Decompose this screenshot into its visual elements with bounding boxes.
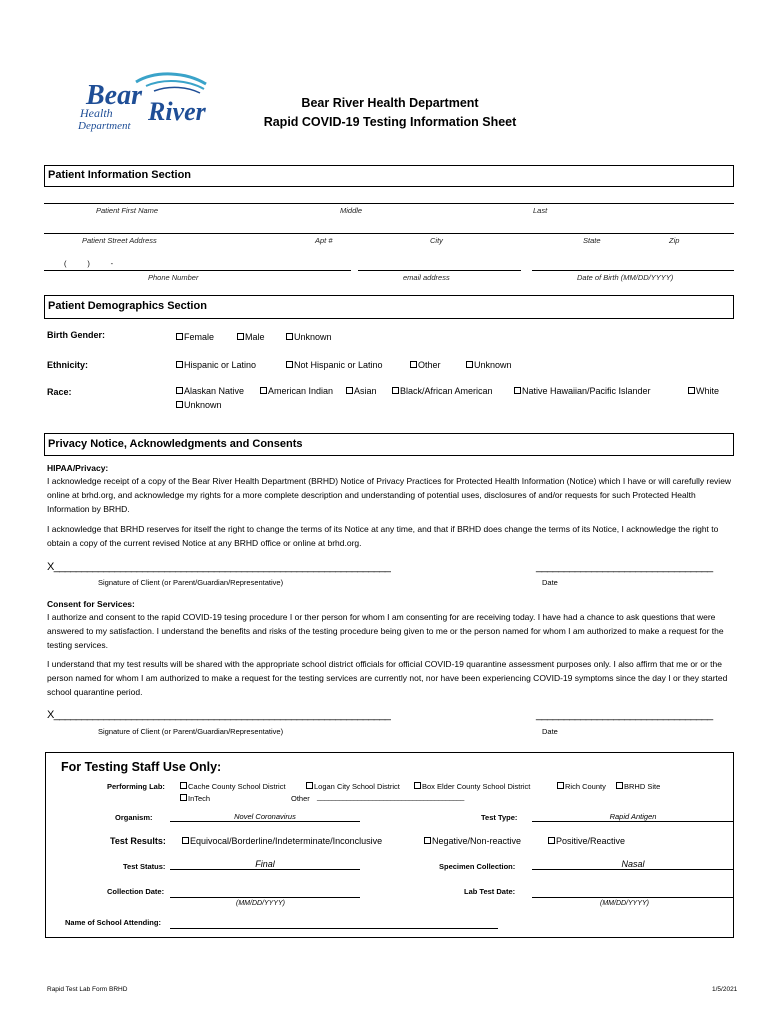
lab-cache-label: Cache County School District (188, 782, 286, 791)
email-field-line[interactable] (358, 270, 521, 271)
checkbox-icon (688, 387, 695, 394)
lab-test-date-format: (MM/DD/YYYY) (600, 900, 649, 907)
test-status-field[interactable] (170, 859, 360, 870)
checkbox-icon (424, 837, 431, 844)
dob-caption: Date of Birth (MM/DD/YYYY) (577, 273, 674, 282)
lab-rich-checkbox[interactable] (557, 782, 606, 791)
ethnicity-unknown-checkbox[interactable] (466, 360, 512, 370)
date-line-1[interactable]: ________________________________ (536, 561, 713, 573)
test-results-label: Test Results: (110, 836, 166, 846)
race-unknown-label: Unknown (184, 400, 222, 410)
zip-caption: Zip (669, 236, 680, 245)
gender-unknown-checkbox[interactable] (286, 332, 332, 342)
checkbox-icon (286, 361, 293, 368)
checkbox-icon (410, 361, 417, 368)
gender-male-checkbox[interactable] (237, 332, 265, 342)
lab-logan-label: Logan City School District (314, 782, 400, 791)
ethnicity-hispanic-label: Hispanic or Latino (184, 360, 257, 370)
lab-brhd-label: BRHD Site (624, 782, 661, 791)
race-alaskan-label: Alaskan Native (184, 386, 245, 396)
ethnicity-other-checkbox[interactable] (410, 360, 441, 370)
lab-test-date-field[interactable] (532, 897, 734, 898)
checkbox-icon (182, 837, 189, 844)
svg-text:Department: Department (78, 120, 131, 132)
signature-line-1[interactable]: X_____________________________________________________________ (47, 561, 391, 573)
demographics-section-title: Patient Demographics Section (48, 300, 207, 312)
checkbox-icon (414, 782, 421, 789)
dob-field-line[interactable] (532, 270, 734, 271)
hipaa-paragraph-1: I acknowledge receipt of a copy of the Bear River Health Department (BRHD) Notice of Privacy Practices for Protected Health Information (Notice) which I have or will carefully review online at brhd.org, and acknowledge my rights for a more complete description and understanding of potential uses, disclosures of and/or requests for such Protected Health Information by BRHD. (47, 476, 732, 514)
date-caption-2: Date (542, 727, 558, 736)
street-caption: Patient Street Address (82, 236, 157, 245)
middle-caption: Middle (340, 206, 363, 215)
lab-logan-checkbox[interactable] (306, 782, 400, 791)
phone-caption: Phone Number (148, 273, 199, 282)
result-equivocal-checkbox[interactable] (182, 836, 382, 846)
specimen-collection-field[interactable] (532, 859, 734, 870)
svg-text:Bear: Bear (86, 80, 142, 111)
checkbox-icon (176, 333, 183, 340)
race-white-label: White (696, 386, 720, 396)
email-caption: email address (403, 273, 450, 282)
consent-paragraph-1: I authorize and consent to the rapid COVID-19 tesing procedure I or ther person for whom I am consenting for are receiving today. I have had a chance to ask questions that were answered to my satisfaction. I understand the benefits and risks of the testing procedure being given to me or the person named for whom I am authorized to make a request for the testing services. (47, 612, 724, 650)
ethnicity-not-hispanic-checkbox[interactable] (286, 360, 383, 370)
collection-date-field[interactable] (170, 897, 360, 898)
lab-other-field[interactable]: ________________________________________ (317, 792, 464, 801)
ethnicity-not-hispanic-label: Not Hispanic or Latino (294, 360, 383, 370)
patient-info-section-title: Patient Information Section (48, 169, 192, 181)
header-title-line1: Bear River Health Department (301, 96, 479, 110)
state-caption: State (583, 236, 601, 245)
specimen-collection-label: Specimen Collection: (439, 862, 516, 871)
race-asian-label: Asian (354, 386, 377, 396)
lab-box-elder-checkbox[interactable] (414, 782, 530, 791)
birth-gender-label: Birth Gender: (47, 330, 106, 340)
specimen-collection-value: Nasal (621, 859, 645, 869)
checkbox-icon (557, 782, 564, 789)
gender-female-checkbox[interactable] (176, 332, 214, 342)
ethnicity-other-label: Other (418, 360, 441, 370)
performing-lab-label: Performing Lab: (107, 782, 165, 791)
header-title-line2: Rapid COVID-19 Testing Information Sheet (263, 115, 517, 129)
brhd-logo (76, 70, 211, 134)
school-attending-label: Name of School Attending: (65, 918, 161, 927)
checkbox-icon (180, 782, 187, 789)
race-white-checkbox[interactable] (688, 386, 719, 396)
race-label: Race: (47, 387, 72, 397)
race-american-indian-label: American Indian (268, 386, 334, 396)
organism-field[interactable] (170, 812, 360, 822)
checkbox-icon (466, 361, 473, 368)
checkbox-icon (616, 782, 623, 789)
race-black-label: Black/African American (400, 386, 493, 396)
collection-date-format: (MM/DD/YYYY) (236, 900, 285, 907)
lab-test-date-label: Lab Test Date: (464, 887, 516, 896)
result-positive-checkbox[interactable] (548, 836, 625, 846)
race-alaskan-checkbox[interactable] (176, 386, 244, 396)
privacy-section-header (44, 433, 734, 456)
demographics-section-header (44, 295, 734, 319)
result-negative-label: Negative/Non-reactive (432, 836, 522, 846)
checkbox-icon (306, 782, 313, 789)
consent-paragraph-2: I understand that my test results will be shared with the appropriate school district officials for official COVID-19 quarantine assessment purposes only. I also affirm that me or or the person named for whom I am authorized to make a request for the testing services are currently not, nor have been experiencing COVID-19 symptoms since the day I or they started school quarantine period. (47, 659, 728, 697)
test-type-label: Test Type: (481, 813, 518, 822)
first-name-caption: Patient First Name (96, 206, 159, 215)
hipaa-paragraph-2: I acknowledge that BRHD reserves for itself the right to change the terms of its Notice at any time, and that if BRHD does change the terms of its Notice, I acknowledge the right to obtain a copy of the current revised Notice at any BRHD office or online at brhd.org. (47, 524, 719, 548)
checkbox-icon (176, 387, 183, 394)
lab-intech-label: InTech (188, 794, 211, 803)
lab-box-elder-label: Box Elder County School District (422, 782, 531, 791)
race-black-checkbox[interactable] (392, 386, 493, 396)
lab-intech-checkbox[interactable] (180, 794, 210, 803)
phone-field-line[interactable] (44, 270, 351, 271)
gender-female-label: Female (184, 332, 215, 342)
checkbox-icon (176, 401, 183, 408)
checkbox-icon (180, 794, 187, 801)
name-field-line[interactable] (44, 203, 734, 204)
result-positive-label: Positive/Reactive (556, 836, 626, 846)
test-type-value: Rapid Antigen (609, 812, 657, 821)
hipaa-heading: HIPAA/Privacy: (47, 463, 109, 473)
staff-use-title: For Testing Staff Use Only: (61, 760, 222, 774)
date-caption-1: Date (542, 578, 558, 587)
school-attending-field[interactable] (170, 928, 498, 929)
consent-heading: Consent for Services: (47, 599, 135, 609)
checkbox-icon (514, 387, 521, 394)
checkbox-icon (237, 333, 244, 340)
test-type-field[interactable] (532, 812, 734, 822)
ethnicity-unknown-label: Unknown (474, 360, 512, 370)
footer-date: 1/5/2021 (712, 986, 738, 993)
checkbox-icon (548, 837, 555, 844)
race-asian-checkbox[interactable] (346, 386, 377, 396)
signature-line-2[interactable]: X_____________________________________________________________ (47, 709, 391, 721)
footer-form-name: Rapid Test Lab Form BRHD (47, 986, 128, 993)
signature-caption-2: Signature of Client (or Parent/Guardian/Representative) (98, 727, 284, 736)
apt-caption: Apt # (315, 236, 333, 245)
ethnicity-label: Ethnicity: (47, 360, 89, 370)
test-status-label: Test Status: (123, 862, 166, 871)
header-title (240, 94, 540, 132)
svg-text:River: River (148, 97, 206, 126)
lab-cache-checkbox[interactable] (180, 782, 286, 791)
race-unknown-checkbox[interactable] (176, 400, 222, 410)
lab-rich-label: Rich County (565, 782, 606, 791)
date-line-2[interactable]: ________________________________ (536, 709, 713, 721)
svg-text:Health: Health (80, 106, 113, 120)
address-field-line[interactable] (44, 233, 734, 234)
signature-caption-1: Signature of Client (or Parent/Guardian/Representative) (98, 578, 284, 587)
phone-mask: ( ) - (64, 259, 114, 268)
result-negative-checkbox[interactable] (424, 836, 521, 846)
collection-date-label: Collection Date: (107, 887, 165, 896)
result-equivocal-label: Equivocal/Borderline/Indeterminate/Inconclusive (190, 836, 383, 846)
race-hawaiian-label: Native Hawaiian/Pacific Islander (522, 386, 651, 396)
checkbox-icon (392, 387, 399, 394)
race-hawaiian-checkbox[interactable] (514, 386, 651, 396)
ethnicity-hispanic-checkbox[interactable] (176, 360, 256, 370)
patient-info-section-header (44, 165, 734, 187)
lab-brhd-checkbox[interactable] (616, 782, 660, 791)
lab-other-label: Other (291, 794, 310, 803)
organism-label: Organism: (115, 813, 153, 822)
checkbox-icon (346, 387, 353, 394)
checkbox-icon (286, 333, 293, 340)
last-caption: Last (533, 206, 548, 215)
organism-value: Novel Coronavirus (234, 812, 296, 821)
privacy-section-title: Privacy Notice, Acknowledgments and Consents (48, 438, 303, 450)
gender-unknown-label: Unknown (294, 332, 332, 342)
test-status-value: Final (255, 859, 275, 869)
checkbox-icon (260, 387, 267, 394)
city-caption: City (430, 236, 443, 245)
race-american-indian-checkbox[interactable] (260, 386, 333, 396)
gender-male-label: Male (245, 332, 265, 342)
checkbox-icon (176, 361, 183, 368)
